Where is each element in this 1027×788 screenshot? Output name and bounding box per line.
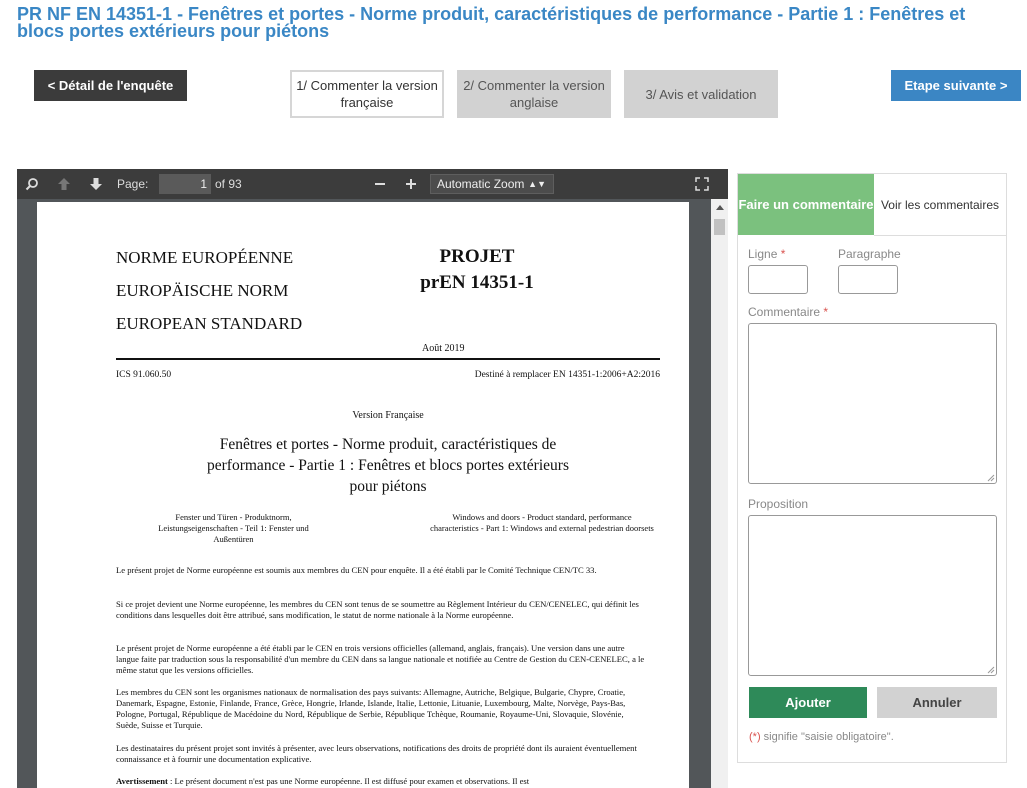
step-3-tab[interactable]: 3/ Avis et validation <box>624 70 778 118</box>
back-to-survey-button[interactable]: < Détail de l'enquête <box>34 70 187 101</box>
projet-label: PROJET <box>439 246 515 267</box>
document-date: Août 2019 <box>422 343 465 354</box>
version-label: Version Française <box>352 410 424 421</box>
projet-block <box>402 244 552 296</box>
english-title: Windows and doors - Product standard, performance characteristics - Part 1: Windows and external pedestrian doorsets <box>430 512 654 533</box>
warning-label: Avertissement <box>116 776 168 786</box>
warning-text: : Le présent document n'est pas une Norme européenne. Il est diffusé pour examen et observations. Il est <box>167 776 530 786</box>
scroll-up-icon[interactable] <box>716 205 724 210</box>
add-comment-button[interactable]: Ajouter <box>749 687 867 718</box>
pdf-scrollbar[interactable] <box>711 199 728 788</box>
fullscreen-icon[interactable] <box>695 169 709 199</box>
pdf-viewer <box>17 169 728 788</box>
ligne-input[interactable] <box>748 265 808 294</box>
paragraphe-input[interactable] <box>838 265 898 294</box>
search-icon[interactable] <box>25 169 39 199</box>
required-note: (*) signifie "saisie obligatoire". <box>749 731 894 743</box>
resize-handle-icon[interactable] <box>987 666 995 674</box>
chevron-up-down-icon: ▲▼ <box>528 179 546 189</box>
european-standard: EUROPEAN STANDARD <box>116 314 303 333</box>
commentaire-label: Commentaire * <box>748 305 829 319</box>
page-number-input[interactable]: 1 <box>159 174 211 194</box>
title-line-3: pour piétons <box>349 478 427 495</box>
ics-code: ICS 91.060.50 <box>116 370 172 380</box>
page-label: Page: <box>117 177 149 191</box>
next-step-button[interactable]: Etape suivante > <box>891 70 1021 101</box>
paragraphe-label: Paragraphe <box>838 247 901 261</box>
zoom-value: Automatic Zoom <box>437 177 525 191</box>
warning-paragraph <box>116 776 646 787</box>
page-total: of 93 <box>215 177 242 191</box>
tab-make-comment[interactable]: Faire un commentaire <box>738 174 874 235</box>
paragraph: Le présent projet de Norme européenne a été établi par le CEN en trois versions officielles (allemand, anglais, français). Une version dans une autre langue faite par traduction sous la responsabilité d'un membre du CEN dans sa langue nationale et notifiée au Centre de Gestion du CEN-CENELEC, a le même statut que les versions officielles. <box>116 643 645 675</box>
commentaire-textarea[interactable] <box>748 323 997 484</box>
zoom-out-icon[interactable] <box>374 169 386 199</box>
ligne-label: Ligne * <box>748 247 786 261</box>
tab-view-comments[interactable]: Voir les commentaires <box>874 174 1006 236</box>
cancel-button[interactable]: Annuler <box>877 687 997 718</box>
step-1-tab[interactable]: 1/ Commenter la version française <box>290 70 444 118</box>
paragraph: Si ce projet devient une Norme européenne, les membres du CEN sont tenus de se soumettre au Règlement Intérieur du CEN/CENELEC, qui définit les conditions dans lesquelles doit être attribué, sans modification, le statut de norme nationale à la Norme européenne. <box>116 599 639 620</box>
title-line-2: performance - Partie 1 : Fenêtres et blocs portes extérieurs <box>207 457 569 474</box>
pdf-page <box>37 202 689 788</box>
zoom-select[interactable] <box>430 174 554 194</box>
paragraph: Les membres du CEN sont les organismes nationaux de normalisation des pays suivants: Allemagne, Autriche, Belgique, Bulgarie, Chypre, Croatie, Danemark, Espagne, Estonie, Finlande, France, Grèce, Hongrie, Irlande, Islande, Italie, Lettonie, Lituanie, Luxembourg, Malte, Norvège, Pays-Bas, Pologne, Portugal, République de Macédoine du Nord, République de Serbie, République Tchèque, Roumanie, Royaume-Uni, Slovaquie, Slovénie, Suède, Suisse et Turquie. <box>116 687 626 730</box>
previous-page-icon[interactable] <box>57 169 71 199</box>
paragraph: Les destinataires du présent projet sont invités à présenter, avec leurs observations, notifications des droits de propriété dont ils auraient éventuellement connaissance et à fournir une documentation explicative. <box>116 743 637 764</box>
paragraph: Le présent projet de Norme européenne est soumis aux membres du CEN pour enquête. Il a été établi par le Comité Technique CEN/TC 33. <box>116 565 597 575</box>
page-title: PR NF EN 14351-1 - Fenêtres et portes - Norme produit, caractéristiques de performance - Partie 1 : Fenêtres et blocs portes extérieurs pour piétons <box>17 4 966 41</box>
standard-reference: prEN 14351-1 <box>420 272 534 293</box>
title-line-1: Fenêtres et portes - Norme produit, caractéristiques de <box>219 436 557 453</box>
europaische-norm: EUROPÄISCHE NORM <box>116 281 289 300</box>
proposition-label: Proposition <box>748 497 809 511</box>
german-title: Fenster und Türen - Produktnorm, Leistungseigenschaften - Teil 1: Fenster und Außentüren <box>158 512 309 544</box>
norme-europeenne: NORME EUROPÉENNE <box>116 248 294 267</box>
pdf-toolbar <box>17 169 728 199</box>
zoom-in-icon[interactable] <box>405 169 417 199</box>
resize-handle-icon[interactable] <box>987 474 995 482</box>
replaces-standard: Destiné à remplacer EN 14351-1:2006+A2:2016 <box>474 370 660 380</box>
next-page-icon[interactable] <box>89 169 103 199</box>
header-divider <box>116 358 660 360</box>
proposition-textarea[interactable] <box>748 515 997 676</box>
step-2-tab[interactable]: 2/ Commenter la version anglaise <box>457 70 611 118</box>
document-title <box>116 434 660 497</box>
comment-panel <box>737 173 1007 763</box>
scroll-thumb[interactable] <box>714 219 725 235</box>
